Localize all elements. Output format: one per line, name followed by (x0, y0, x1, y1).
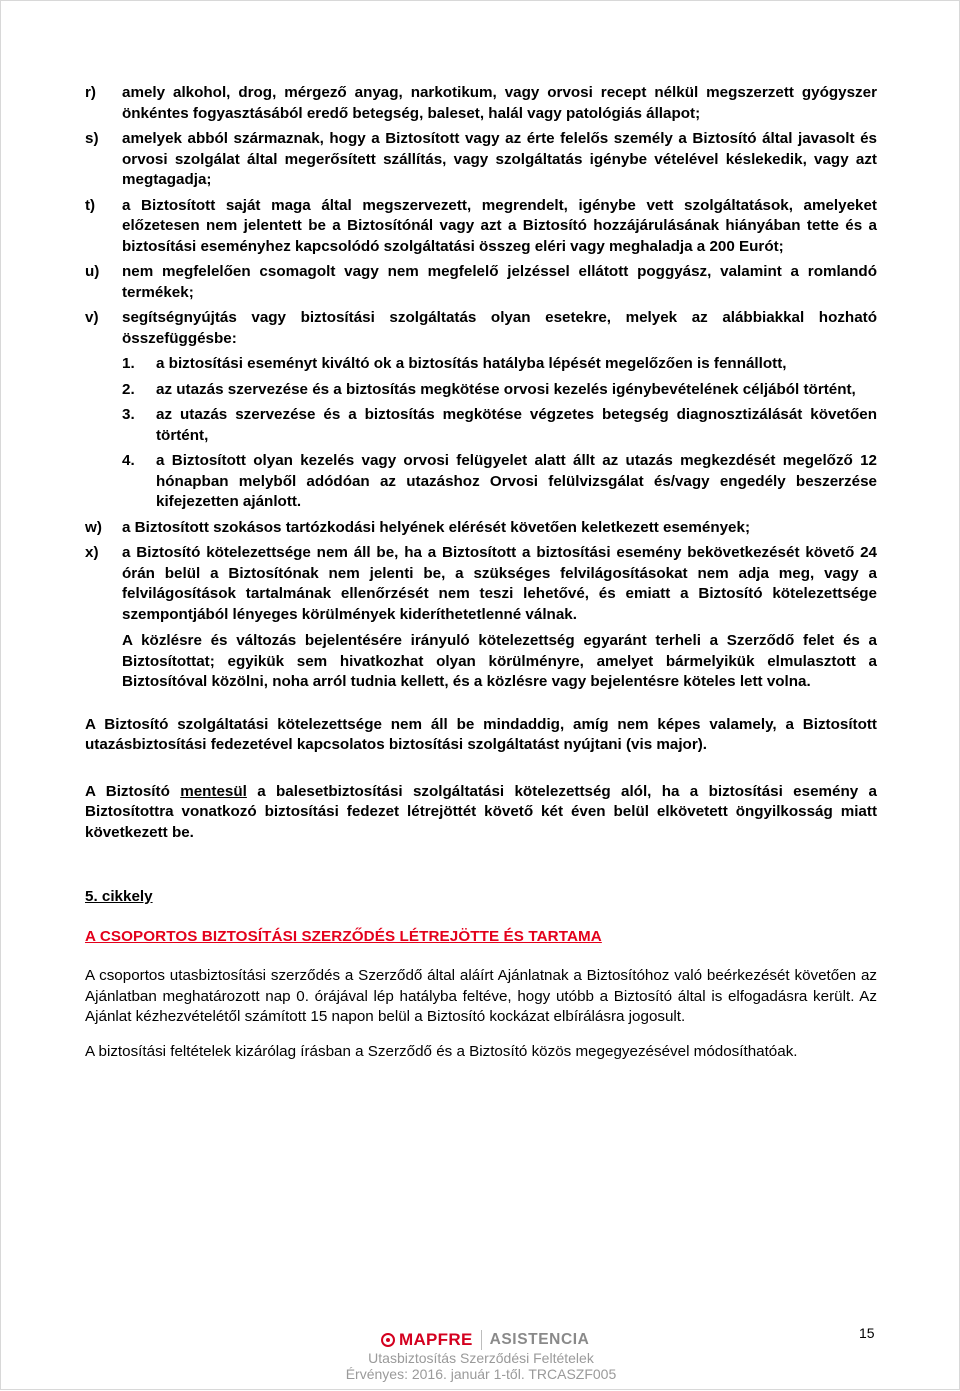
page-footer (1, 1323, 960, 1391)
mapfre-emblem-icon (381, 1333, 395, 1347)
sub-item-text: a biztosítási eseményt kiváltó ok a biztosítás hatályba lépését megelőzően is fennállott, (156, 355, 787, 372)
sub-item-text: az utazás szervezése és a biztosítás megkötése végzetes betegség diagnosztizálását követően történt, (156, 406, 877, 444)
exclusion-item-r (85, 83, 877, 124)
article-title: A CSOPORTOS BIZTOSÍTÁSI SZERZŐDÉS LÉTREJÖTTE ÉS TARTAMA (85, 927, 602, 945)
brand-primary: MAPFRE (399, 1330, 473, 1349)
item-label: x) (85, 544, 99, 561)
vis-major-paragraph: A Biztosító szolgáltatási kötelezettsége nem áll be mindaddig, amíg nem képes valamely, a Biztosított utazásbiztosítási fedezetével kapcsolatos biztosítási szolgáltatást nyújtani (vis major). (85, 715, 877, 753)
brand-divider (481, 1330, 482, 1350)
sub-item-4 (122, 451, 877, 513)
item-label: r) (85, 84, 96, 101)
sub-item-2 (122, 380, 877, 401)
article-paragraph: A csoportos utasbiztosítási szerződés a Szerződő által aláírt Ajánlatnak a Biztosítóhoz való beérkezését követően az Ajánlatban meghatározott nap 0. órájával lép hatályba feltéve, hogy utóbb a Biztosító által is elfogadásra került. Az Ajánlat kézhezvételétől számított 15 napon belül a Biztosító kockázat elbírálásra jogosult. (85, 967, 877, 1025)
item-text: a Biztosított szokásos tartózkodási helyének elérését követően keletkezett események; (122, 518, 751, 536)
item-label: t) (85, 196, 96, 214)
brand-secondary: ASISTENCIA (489, 1331, 590, 1348)
exempt-text-before: A Biztosító (85, 782, 181, 800)
page-content (85, 83, 877, 1062)
item-text: a Biztosító kötelezettsége nem áll be, ha a Biztosított a biztosítási esemény bekövetkezését követő 24 órán belül a Biztosítónak nem jelenti be, a szükséges felvilágosításokat nem adja meg, vagy a felvilágosítások tartalmának ellenőrzését nem teszi lehetővé, és emiatt a Biztosító kötelezettsége szempontjából lényeges körülmények kideríthetetlenné válnak. (122, 544, 877, 623)
sub-item-text: az utazás szervezése és a biztosítás megkötése orvosi kezelés igénybevételének céljából történt, (156, 380, 856, 398)
x-followup-paragraph: A közlésre és változás bejelentésére irányuló kötelezettség egyaránt terheli a Szerződő felet és a Biztosítottat; egyikük sem hivatkozhat olyan körülményre, amelyet bármelyikük elmulasztott a Biztosítóval közölni, noha arról tudnia kellett, és a közlésre vagy bejelentésre köteles lett volna. (122, 632, 877, 690)
footer-validity: Érvényes: 2016. január 1-től. TRCASZF005 (345, 1366, 617, 1382)
exempt-underlined-word: mentesül (180, 782, 247, 800)
item-text: segítségnyújtás vagy biztosítási szolgáltatás olyan esetekre, melyek az alábbiakkal hozható összefüggésbe: (122, 309, 877, 347)
sub-item-label: 3. (122, 406, 135, 423)
exclusion-item-u (85, 262, 877, 303)
article-paragraph: A biztosítási feltételek kizárólag írásban a Szerződő és a Biztosító közös megegyezésével módosíthatóak. (85, 1042, 798, 1060)
exclusion-item-w (85, 518, 877, 539)
sub-item-text: a Biztosított olyan kezelés vagy orvosi felügyelet alatt állt az utazás megkezdését megelőző 12 hónapban melyből adódóan az utazáshoz Orvosi felülvizsgálat és/vagy engedély beszerzése kifejezetten ajánlott. (156, 452, 877, 510)
footer-document-title: Utasbiztosítás Szerződési Feltételek (368, 1350, 594, 1366)
item-text: a Biztosított saját maga által megszervezett, megrendelt, igénybe vett szolgáltatások, amelyeket előzetesen nem jelentett be a Biztosítónál vagy azt a Biztosító hozzájárulásának hiányában tette és a biztosítási eseményhez kapcsolódó szolgáltatási összeg eléri vagy meghaladja a 200 Eurót; (122, 196, 877, 255)
exclusion-item-x (85, 543, 877, 625)
exclusion-item-v (85, 308, 877, 349)
item-label: v) (85, 309, 99, 326)
sub-item-3 (122, 405, 877, 446)
suicide-exemption-paragraph (85, 782, 877, 844)
article-number: 5. cikkely (85, 888, 153, 905)
sub-item-1 (122, 354, 877, 375)
sub-item-label: 2. (122, 380, 135, 398)
sub-item-label: 4. (122, 452, 135, 469)
item-text: amely alkohol, drog, mérgező anyag, narkotikum, vagy orvosi recept nélkül megszerzett gyógyszer önkéntes fogyasztásából eredő betegség, baleset, halál vagy patológiás állapot; (122, 84, 877, 122)
page-number: 15 (859, 1325, 875, 1341)
item-text: nem megfelelően csomagolt vagy nem megfelelő jelzéssel ellátott poggyász, valamint a romlandó termékek; (122, 263, 877, 301)
item-text: amelyek abból származnak, hogy a Biztosított vagy az érte felelős személy a Biztosító által javasolt és orvosi szolgálat által megerősített szállítás, vagy szolgáltatás igénybe vételével késlekedik, vagy azt megtagadja; (122, 130, 877, 188)
item-label: w) (85, 518, 102, 536)
item-label: s) (85, 130, 99, 147)
exclusion-item-t (85, 196, 877, 258)
sub-item-label: 1. (122, 355, 135, 372)
exclusion-item-s (85, 129, 877, 191)
item-label: u) (85, 263, 100, 280)
exempt-text-after: a balesetbiztosítási szolgáltatási kötelezettség alól, ha a biztosítási esemény a Biztosítottra vonatkozó biztosítási fedezet létrejöttét követő két éven belül elkövetett öngyilkosság miatt következett be. (85, 782, 877, 841)
